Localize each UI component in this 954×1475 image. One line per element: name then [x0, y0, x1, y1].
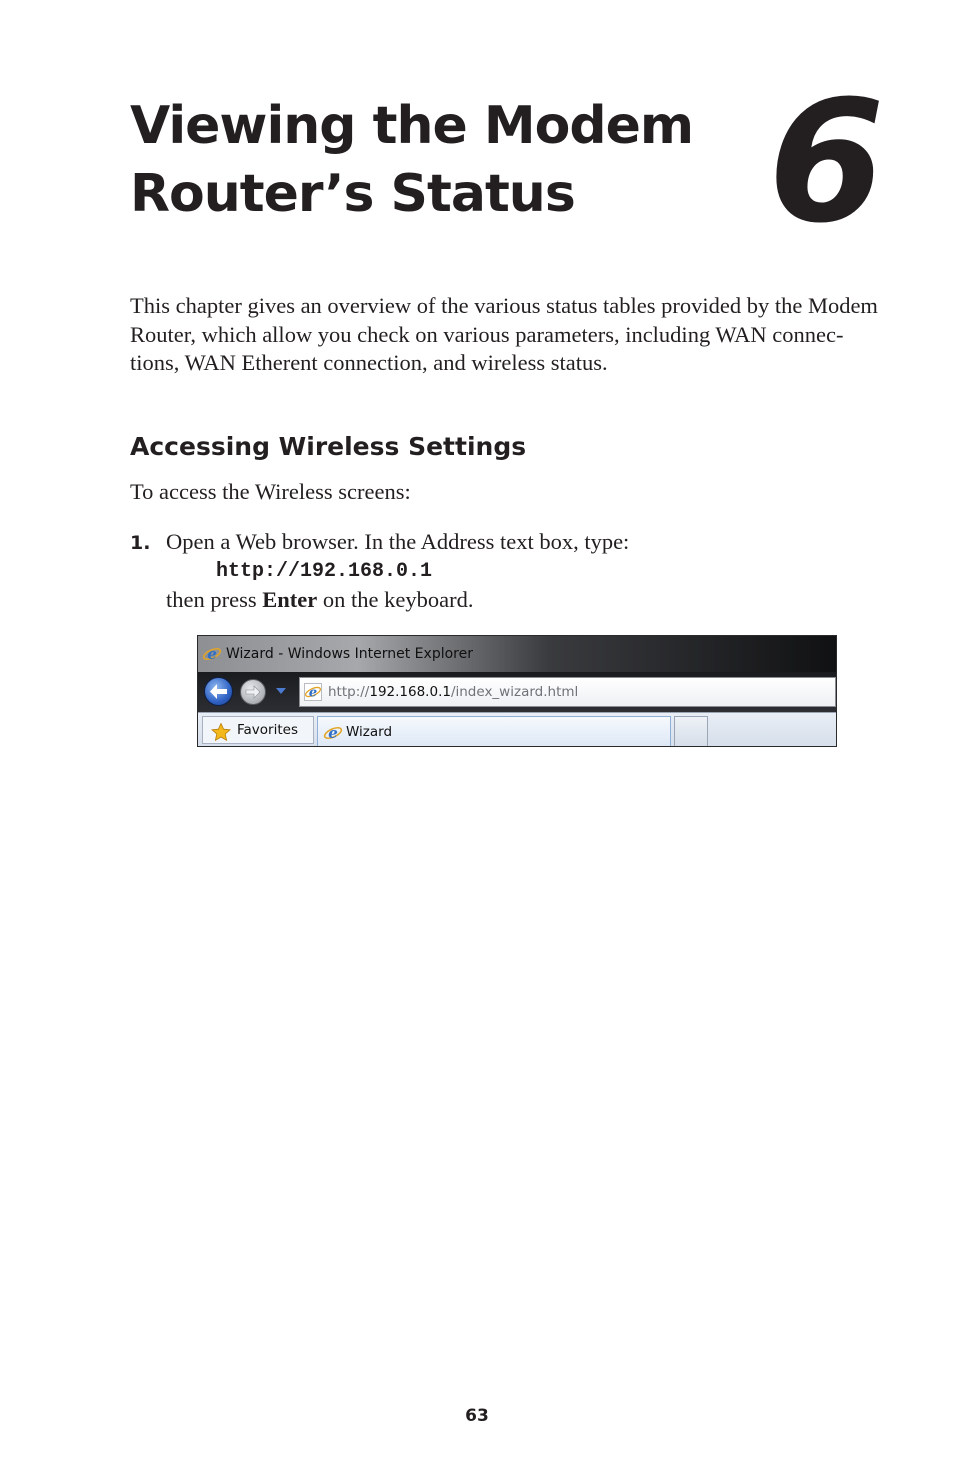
chapter-title-line-2: Router’s Status [130, 164, 575, 224]
chapter-title [130, 92, 750, 228]
chapter-number: 6 [768, 64, 885, 260]
svg-text:e: e [308, 685, 318, 701]
favorites-label: Favorites [237, 722, 298, 738]
intro-line-2: Router, which allow you check on various parameters, including WAN connec- [130, 321, 844, 347]
page-number: 63 [465, 1406, 489, 1426]
section-heading: Accessing Wireless Settings [130, 432, 527, 461]
favorites-button[interactable] [202, 716, 314, 744]
tab-label: Wizard [346, 724, 393, 740]
new-tab-button[interactable] [674, 716, 708, 746]
chapter-title-line-1: Viewing the Modem [130, 96, 694, 156]
svg-text:e: e [207, 645, 217, 663]
address-host: 192.168.0.1 [369, 684, 451, 700]
intro-line-1: This chapter gives an overview of the various status tables provided by the Modem [130, 293, 878, 318]
favorites-star-icon [211, 723, 231, 741]
svg-text:e: e [328, 724, 338, 742]
ie-icon [202, 644, 222, 664]
access-instructions: To access the Wireless screens: [130, 479, 411, 504]
intro-paragraph [130, 292, 905, 378]
step-after-prefix: then press [166, 587, 263, 612]
step-after-text [166, 586, 473, 614]
step-number: 1. [130, 532, 151, 554]
address-bar[interactable] [299, 677, 836, 707]
back-arrow-icon [209, 683, 228, 700]
step-url: http://192.168.0.1 [216, 560, 433, 583]
favorites-bar [198, 712, 836, 747]
back-button[interactable] [204, 677, 233, 706]
tab-wizard[interactable] [317, 716, 671, 747]
ie-icon [323, 723, 343, 743]
step-text: Open a Web browser. In the Address text box, type: [166, 529, 630, 554]
browser-screenshot [197, 635, 837, 747]
window-title: Wizard - Windows Internet Explorer [226, 646, 473, 662]
address-text [328, 683, 578, 701]
forward-arrow-icon [245, 685, 261, 699]
enter-key-label: Enter [262, 587, 318, 612]
ie-icon [304, 683, 322, 701]
address-prefix: http:// [328, 684, 370, 700]
browser-navbar [198, 672, 836, 712]
browser-titlebar [198, 636, 836, 672]
dropdown-arrow-icon[interactable] [276, 688, 286, 694]
intro-line-3: tions, WAN Etherent connection, and wireless status. [130, 350, 608, 375]
forward-button[interactable] [240, 679, 266, 705]
address-path: /index_wizard.html [450, 684, 579, 700]
step-after-suffix: on the keyboard. [317, 587, 474, 612]
